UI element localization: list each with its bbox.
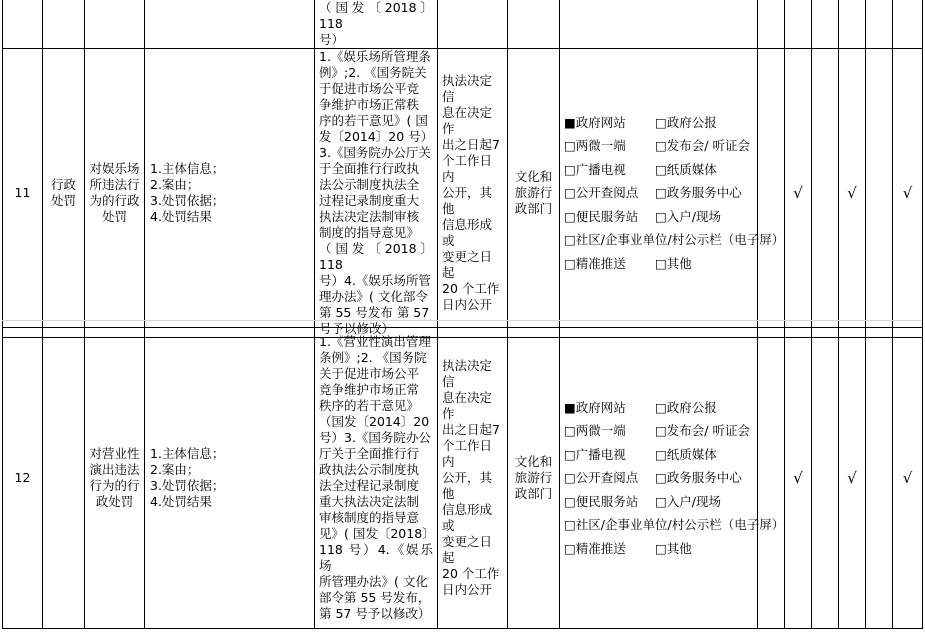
channel-option-row — [564, 396, 753, 420]
cell-line: 息在决定作 — [442, 390, 493, 421]
channel-option-row — [564, 537, 753, 561]
channel-option-row — [564, 134, 753, 158]
cell-line: 对营业性 — [89, 446, 140, 461]
channel-option-row — [564, 228, 785, 252]
row-time-limit — [438, 328, 508, 629]
check-cell — [758, 49, 785, 338]
cell-line: 信息形成或 — [442, 217, 493, 248]
cell-line: 3.处罚依据； — [150, 478, 225, 493]
cell-line: 文化和 — [514, 454, 553, 469]
channel-option: □广播电视 — [564, 446, 626, 462]
table-row — [3, 49, 923, 338]
table-part-2 — [2, 327, 923, 629]
channel-option-row — [564, 466, 753, 490]
cell-line: 号）3.《国务院办公 — [319, 430, 431, 445]
cell-line: 处罚 — [50, 193, 76, 208]
row-time-limit — [438, 49, 508, 338]
row-channels — [560, 49, 785, 338]
cell-line: 20 个工作 — [442, 281, 500, 296]
cell-line: 个工作日内 — [442, 153, 493, 184]
channel-option: □公开查阅点 — [564, 185, 639, 200]
cell-line: 对娱乐场 — [89, 161, 140, 176]
check-cell: √ — [839, 49, 866, 338]
row-content — [145, 328, 315, 629]
cell-line: 旅游行 — [514, 470, 553, 485]
cell-line: 2.案由； — [150, 177, 200, 192]
cell-line: 所违法行 — [89, 177, 140, 192]
channel-option: □政务服务中心 — [655, 470, 742, 485]
channel-option-row — [564, 513, 785, 537]
row-department — [508, 49, 560, 338]
table-row — [3, 328, 923, 629]
channel-option-row — [564, 419, 753, 443]
channel-option-row — [564, 181, 753, 205]
cell-line: 例》;2. 《国务院关 — [319, 65, 427, 80]
cell-line: 1.主体信息； — [150, 446, 225, 461]
channel-option-row — [564, 252, 753, 276]
row-channels — [560, 328, 785, 629]
cell-line: 法公示制度执法全 — [319, 177, 420, 192]
channel-option: □入户/现场 — [655, 493, 722, 509]
channel-option: □公开查阅点 — [564, 470, 639, 485]
table-part-1 — [2, 0, 923, 338]
cell-line: 第 55 号发布 第 57 — [319, 305, 430, 320]
cell-line: 变更之日起 — [442, 534, 493, 565]
cell-line: 法全过程记录制度 — [319, 478, 420, 493]
cell-line: 政部门 — [514, 201, 553, 216]
check-cell: √ — [893, 328, 923, 629]
cell-line: 出之日起7 — [442, 137, 500, 152]
cell-line: 序的若干意见》( 国 — [319, 113, 428, 128]
cell-line: 所管理办法》( 文化 — [319, 574, 428, 589]
cell-line: 1.《营业性演出管理 — [319, 334, 431, 349]
row-number: 12 — [3, 328, 43, 629]
channel-option-row — [564, 158, 753, 182]
cell-line: 于全面推行行政执 — [319, 161, 420, 176]
channel-option: □其他 — [655, 255, 692, 271]
cell-line: 3.《国务院办公厅关 — [319, 145, 431, 160]
row-number: 11 — [3, 49, 43, 338]
cell-line: 过程记录制度重大 — [319, 193, 420, 208]
cell-line: 公开，其他 — [442, 470, 493, 501]
cell-line: 行为的行 — [89, 478, 140, 493]
cell-line: 信息形成或 — [442, 502, 493, 533]
cell-line: 处罚 — [101, 209, 127, 224]
cell-line: 3.处罚依据； — [150, 193, 225, 208]
cell-line: 秩序的若干意见》 — [319, 398, 420, 413]
cell-line: 见》( 国发〔2018〕 — [319, 526, 435, 541]
check-cell: √ — [785, 49, 812, 338]
row-item-name — [85, 328, 145, 629]
channel-option-row — [564, 490, 753, 514]
cell-line: 4.处罚结果 — [150, 494, 212, 509]
table-row-continued — [3, 0, 923, 49]
cell-line: 关于促进市场公平 — [319, 366, 420, 381]
cell-line: 息在决定作 — [442, 105, 493, 136]
cell-line: 118 号）4.《娱乐场 — [319, 542, 433, 573]
cell-line: 个工作日内 — [442, 438, 493, 469]
check-cell — [812, 328, 839, 629]
channel-option: ■政府网站 — [564, 114, 626, 130]
channel-option: □精准推送 — [564, 255, 626, 271]
channel-option-row — [564, 443, 753, 467]
cell-line: 执法决定法制审核 — [319, 209, 420, 224]
row-basis — [315, 49, 438, 338]
cell-line: 于促进市场公平竞 — [319, 81, 420, 96]
cell-line: 20 个工作 — [442, 566, 500, 581]
channel-option: □纸质媒体 — [655, 161, 717, 177]
cell-line: 争维护市场正常秩 — [319, 97, 420, 112]
channel-option: □政府公报 — [655, 114, 717, 130]
cell-line: 厅关于全面推行行 — [319, 446, 420, 461]
channel-option: □发布会/ 听证会 — [655, 138, 750, 153]
cell-line: 日内公开 — [442, 297, 493, 312]
channel-option: □纸质媒体 — [655, 446, 717, 462]
check-cell: √ — [893, 49, 923, 338]
cell-line: （国发〔2014〕20 — [319, 414, 430, 429]
channel-option: □两微一端 — [564, 423, 626, 438]
cell-line: （国发〔2018〕118 — [319, 241, 433, 272]
cell-line: 政执法公示制度执 — [319, 462, 420, 477]
channel-option: □发布会/ 听证会 — [655, 423, 750, 438]
check-cell — [866, 49, 893, 338]
cell-line: 号予以修改） — [319, 321, 395, 336]
basis-tail: （国发〔2018〕118 号） — [315, 0, 438, 49]
check-cell — [812, 49, 839, 338]
channel-option: □便民服务站 — [564, 208, 639, 224]
row-department — [508, 328, 560, 629]
check-cell — [758, 328, 785, 629]
cell-line: 演出违法 — [89, 462, 140, 477]
cell-line: 重大执法决定法制 — [319, 494, 420, 509]
cell-line: 执法决定信 — [442, 73, 493, 104]
cell-line: 1.《娱乐场所管理条 — [319, 49, 431, 64]
cell-line: 第 57 号予以修改） — [319, 606, 431, 621]
check-cell — [866, 328, 893, 629]
channel-option: □两微一端 — [564, 138, 626, 153]
cell-line: 旅游行 — [514, 185, 553, 200]
cell-line: 1.主体信息； — [150, 161, 225, 176]
channel-option: □社区/企事业单位/村公示栏（电子屏） — [564, 517, 785, 532]
cell-line: 为的行政 — [89, 193, 140, 208]
page-break-line — [2, 320, 922, 325]
channel-option: □政府公报 — [655, 399, 717, 415]
cell-line: 号）4.《娱乐场所管 — [319, 273, 431, 288]
cell-line: 审核制度的指导意 — [319, 510, 420, 525]
channel-option: □入户/现场 — [655, 208, 722, 224]
row-category — [43, 49, 85, 338]
check-cell: √ — [785, 328, 812, 629]
channel-option: □政务服务中心 — [655, 185, 742, 200]
row-content — [145, 49, 315, 338]
channel-option-row — [564, 111, 753, 135]
row-item-name — [85, 49, 145, 338]
cell-line: 制度的指导意见》 — [319, 225, 420, 240]
channel-option: □便民服务站 — [564, 493, 639, 509]
cell-line: 日内公开 — [442, 582, 493, 597]
channel-option: □其他 — [655, 540, 692, 556]
cell-line: 公开，其他 — [442, 185, 493, 216]
channel-option: □广播电视 — [564, 161, 626, 177]
cell-line: 政部门 — [514, 486, 553, 501]
check-cell: √ — [839, 328, 866, 629]
channel-option: □社区/企事业单位/村公示栏（电子屏） — [564, 232, 785, 247]
cell-line: 条例》;2. 《国务院 — [319, 350, 427, 365]
cell-line: 文化和 — [514, 169, 553, 184]
cell-line: 发〔2014〕20 号） — [319, 129, 434, 144]
cell-line: 政处罚 — [95, 494, 134, 509]
channel-option: ■政府网站 — [564, 399, 626, 415]
cell-line: 出之日起7 — [442, 422, 500, 437]
channel-option: □精准推送 — [564, 540, 626, 556]
cell-line: 行政 — [50, 177, 76, 192]
cell-line: 4.处罚结果 — [150, 209, 212, 224]
cell-line: 执法决定信 — [442, 358, 493, 389]
cell-line: 理办法》( 文化部令 — [319, 289, 428, 304]
row-category — [43, 328, 85, 629]
cell-line: 2.案由； — [150, 462, 200, 477]
cell-line: 部令第 55 号发布， — [319, 590, 431, 605]
cell-line: 竞争维护市场正常 — [319, 382, 420, 397]
channel-option-row — [564, 205, 753, 229]
row-basis — [315, 328, 438, 629]
cell-line: 变更之日起 — [442, 249, 493, 280]
